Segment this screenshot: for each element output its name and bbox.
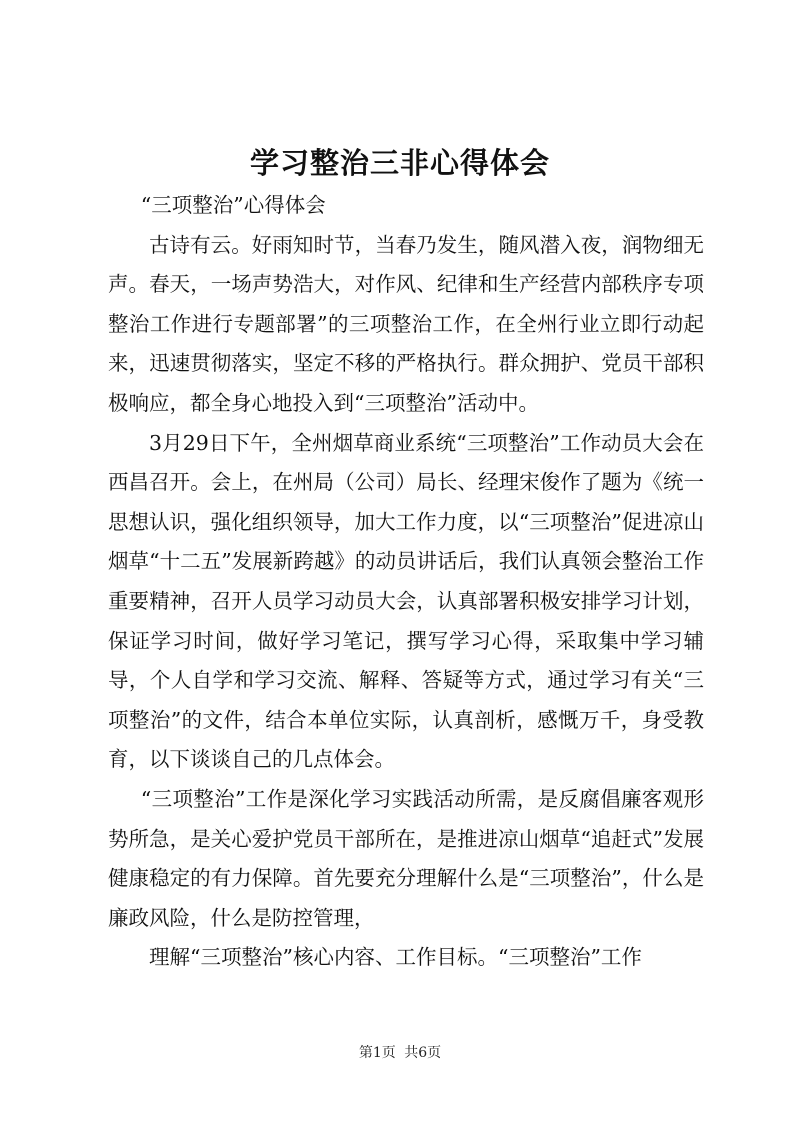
paragraph: 古诗有云。好雨知时节，当春乃发生，随风潜入夜，润物细无声。春天，一场声势浩大，对作风、纪律和生产经营内部秩序专项整治工作进行专题部署”的三项整治工作，在全州行业立即行动起来，迅速贯彻落实，坚定不移的严格执行。群众拥护、党员干部积极响应，都全身心地投入到“三项整治”活动中。	[108, 232, 704, 415]
paragraph-subtitle: “三项整治”心得体会	[140, 193, 326, 217]
page-footer	[0, 1043, 800, 1063]
paragraph: “三项整治”工作是深化学习实践活动所需，是反腐倡廉客观形势所急，是关心爱护党员干部所在，是推进凉山烟草“追赶式”发展健康稳定的有力保障。首先要充分理解什么是“三项整治”，什么是廉政风险，什么是防控管理，	[108, 786, 704, 930]
page-number: 第1页	[358, 1045, 396, 1061]
document-body	[108, 186, 704, 978]
paragraph: 3月29日下午，全州烟草商业系统“三项整治”工作动员大会在西昌召开。会上，在州局（公司）局长、经理宋俊作了题为《统一思想认识，强化组织领导，加大工作力度，以“三项整治”促进凉山烟草“十二五”发展新跨越》的动员讲话后，我们认真领会整治工作重要精神，召开人员学习动员大会，认真部署积极安排学习计划，保证学习时间，做好学习笔记，撰写学习心得，采取集中学习辅导，个人自学和学习交流、解释、答疑等方式，通过学习有关“三项整治”的文件，结合本单位实际，认真剖析，感慨万千，身受教育，以下谈谈自己的几点体会。	[108, 430, 704, 772]
document-title: 学习整治三非心得体会	[249, 146, 550, 180]
paragraph: 理解“三项整治”核心内容、工作目标。“三项整治”工作	[149, 945, 642, 970]
page-total: 共6页	[404, 1045, 442, 1061]
